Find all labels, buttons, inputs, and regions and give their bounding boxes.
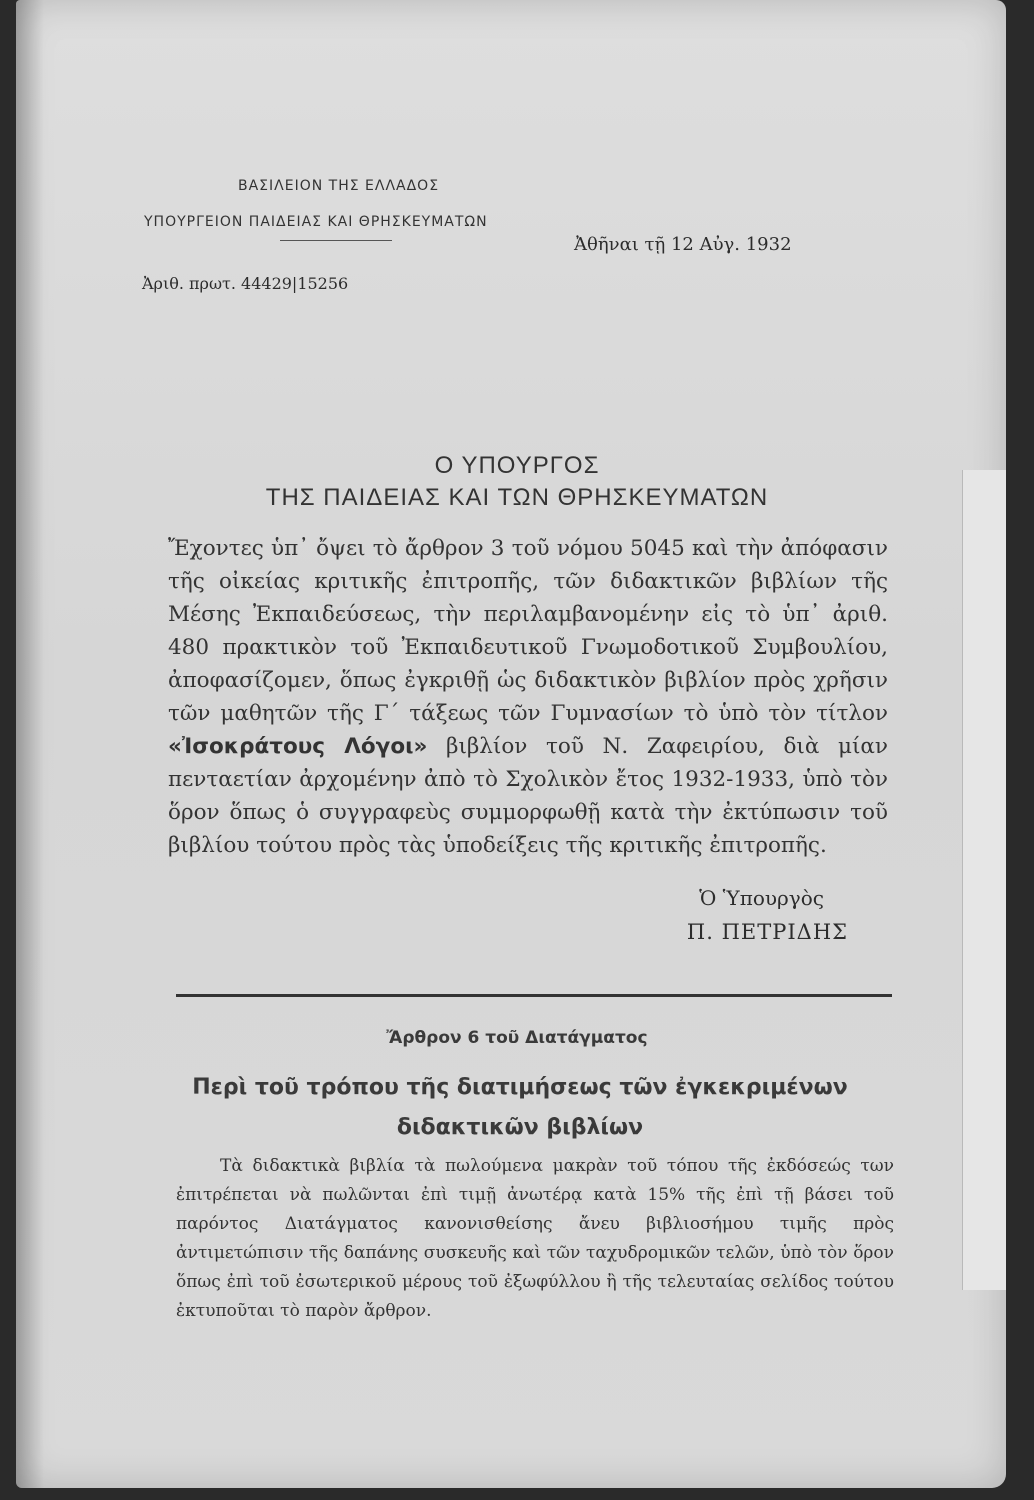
- document-date: Ἀθῆναι τῇ 12 Αὐγ. 1932: [574, 234, 792, 255]
- letterhead-kingdom: ΒΑΣΙΛΕΙΟΝ ΤΗΣ ΕΛΛΑΔΟΣ: [238, 178, 440, 194]
- article-title: Περὶ τοῦ τρόπου τῆς διατιμήσεως τῶν ἐγκεκριμένων διδακτικῶν βιβλίων: [192, 1075, 848, 1140]
- signature-title: Ὁ Ὑπουργὸς: [699, 886, 824, 910]
- letterhead-rule: [280, 240, 392, 241]
- letterhead-ministry: ΥΠΟΥΡΓΕΙΟΝ ΠΑΙΔΕΙΑΣ ΚΑΙ ΘΡΗΣΚΕΥΜΑΤΩΝ: [144, 214, 488, 230]
- decree-text-before: Ἔχοντες ὑπ᾿ ὄψει τὸ ἄρθρον 3 τοῦ νόμου 5045 καὶ τὴν ἀπόφασιν τῆς οἰκείας κριτικῆς ἐπιτροπῆς, τῶν διδακτικῶν βιβλίων τῆς Μέσης Ἐκπαιδεύσεως, τὴν περιλαμβανομένην εἰς τὸ ὑπ᾿ ἀριθ. 480 πρακτικὸν τοῦ Ἐκπαιδευτικοῦ Γνωμοδοτικοῦ Συμβουλίου, ἀποφασίζομεν, ὅπως ἐγκριθῇ ὡς διδακτικὸν βιβλίον πρὸς χρῆσιν τῶν μαθητῶν τῆς Γ´ τάξεως τῶν Γυμνασίων τὸ ὑπὸ τὸν τίτλον: [168, 536, 888, 726]
- torn-paper-edge: [962, 470, 1006, 1290]
- section-divider: [176, 994, 892, 997]
- decree-subtitle: ΤΗΣ ΠΑΙΔΕΙΑΣ ΚΑΙ ΤΩΝ ΘΡΗΣΚΕΥΜΑΤΩΝ: [265, 484, 769, 511]
- article-heading: Ἄρθρον 6 τοῦ Διατάγματος: [386, 1028, 648, 1048]
- article-body: Τὰ διδακτικὰ βιβλία τὰ πωλούμενα μακρὰν τοῦ τόπου τῆς ἐκδόσεώς των ἐπιτρέπεται νὰ πωλῶνται ἐπὶ τιμῇ ἀνωτέρᾳ κατὰ 15% τῆς ἐπὶ τῇ βάσει τοῦ παρόντος Διατάγματος κανονισθείσης ἄνευ βιβλιοσήμου τιμῆς πρὸς ἀντιμετώπισιν τῆς δαπάνης συσκευῆς καὶ τῶν ταχυδρομικῶν τελῶν, ὑπὸ τὸν ὅρον ὅπως ἐπὶ τοῦ ἐσωτερικοῦ μέρους τοῦ ἐξωφύλλου ἢ τῆς τελευταίας σελίδος τούτου ἐκτυποῦται τὸ παρὸν ἄρθρον.: [176, 1156, 894, 1321]
- decree-text-after: βιβλίον τοῦ Ν. Ζαφειρίου, διὰ μίαν πενταετίαν ἀρχομένην ἀπὸ τὸ Σχολικὸν ἔτος 1932-1933, ὑπὸ τὸν ὅρον ὅπως ὁ συγγραφεὺς συμμορφωθῇ κατὰ τὴν ἐκτύπωσιν τοῦ βιβλίου τούτου πρὸς τὰς ὑποδείξεις τῆς κριτικῆς ἐπιτροπῆς.: [168, 734, 888, 858]
- spine-shadow: [16, 0, 44, 1488]
- decree-book-title: «Ἰσοκράτους Λόγοι»: [168, 734, 428, 759]
- protocol-number: Ἀριθ. πρωτ. 44429|15256: [142, 274, 349, 293]
- decree-body: [168, 532, 888, 862]
- decree-title: Ο ΥΠΟΥΡΓΟΣ: [434, 452, 600, 479]
- signature-name: Π. ΠΕΤΡΙΔΗΣ: [686, 920, 848, 944]
